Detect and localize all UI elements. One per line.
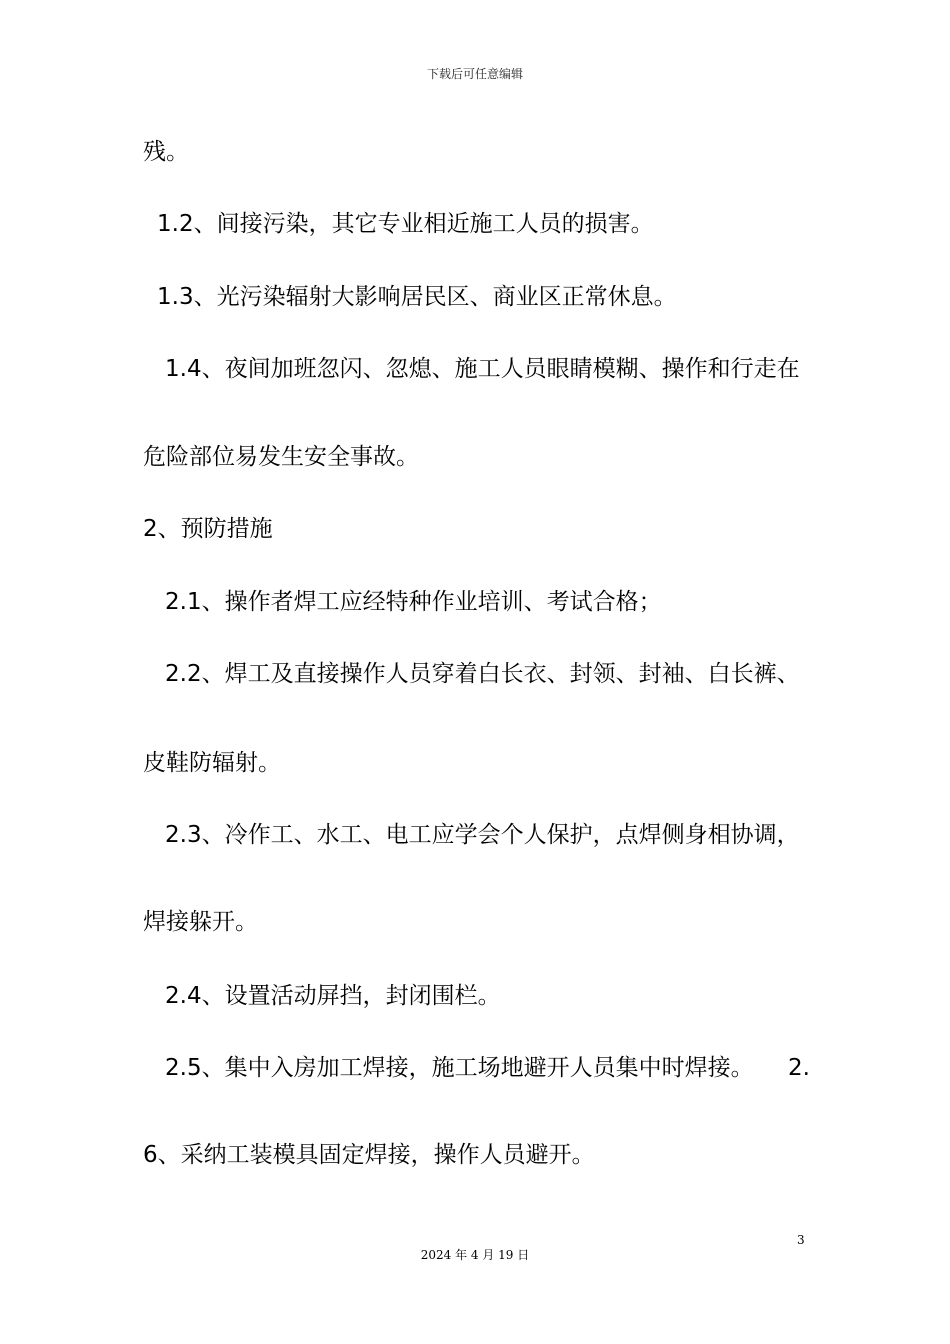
body-line-12: 2.4、设置活动屏挡，封闭围栏。	[165, 983, 501, 1009]
body-line-13-trailing-number: 2.	[788, 1055, 810, 1081]
page-number: 3	[797, 1233, 805, 1247]
section-heading: 2、预防措施	[143, 516, 273, 542]
body-line-7: 2.1、操作者焊工应经特种作业培训、考试合格；	[165, 589, 662, 615]
page-header-note: 下载后可任意编辑	[426, 67, 523, 81]
body-line-5: 危险部位易发生安全事故。	[143, 444, 419, 470]
body-line-13: 2.5、集中入房加工焊接，施工场地避开人员集中时焊接。	[165, 1055, 754, 1081]
body-line-4: 1.4、夜间加班忽闪、忽熄、施工人员眼睛模糊、操作和行走在	[165, 356, 800, 382]
footer-date: 2024 年 4 月 19 日	[420, 1248, 530, 1262]
body-line-2: 1.2、间接污染，其它专业相近施工人员的损害。	[157, 211, 654, 237]
body-line-11: 焊接躲开。	[143, 909, 258, 935]
body-line-1: 残。	[143, 139, 189, 165]
body-line-3: 1.3、光污染辐射大影响居民区、商业区正常休息。	[157, 284, 677, 310]
body-line-10: 2.3、冷作工、水工、电工应学会个人保护，点焊侧身相协调，	[165, 822, 800, 848]
body-line-8: 2.2、焊工及直接操作人员穿着白长衣、封领、封袖、白长裤、	[165, 661, 800, 687]
body-line-9: 皮鞋防辐射。	[143, 750, 281, 776]
body-line-14: 6、采纳工装模具固定焊接，操作人员避开。	[143, 1142, 595, 1168]
